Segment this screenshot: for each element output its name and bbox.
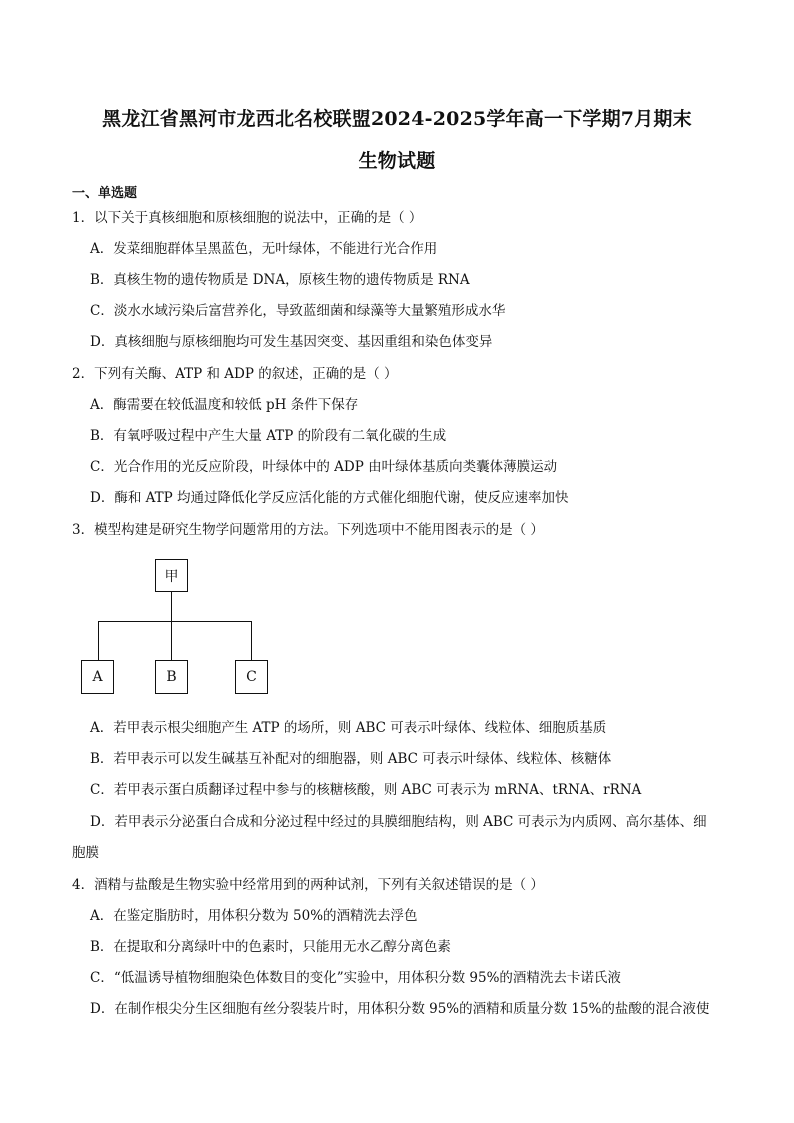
diagram-left-branch xyxy=(98,621,99,661)
question-2-option-b: B．有氧呼吸过程中产生大量 ATP 的阶段有二氧化碳的生成 xyxy=(90,428,447,444)
exam-subtitle: 生物试题 xyxy=(358,150,436,172)
question-1-option-a: A．发菜细胞群体呈黑蓝色，无叶绿体，不能进行光合作用 xyxy=(90,241,438,257)
question-4-option-c: C．“低温诱导植物细胞染色体数目的变化”实验中，用体积分数 95%的酒精洗去卡诺氏液 xyxy=(90,970,621,986)
question-4-option-a: A．在鉴定脂肪时，用体积分数为 50%的酒精洗去浮色 xyxy=(90,908,418,924)
question-3-option-b: B．若甲表示可以发生碱基互补配对的细胞器，则 ABC 可表示叶绿体、线粒体、核糖体 xyxy=(90,751,612,767)
question-2-option-a: A．酶需要在较低温度和较低 pH 条件下保存 xyxy=(90,397,359,413)
question-1-option-d: D．真核细胞与原核细胞均可发生基因突变、基因重组和染色体变异 xyxy=(90,334,493,350)
diagram-right-branch xyxy=(251,621,252,661)
question-3-stem: 3．模型构建是研究生物学问题常用的方法。下列选项中不能用图表示的是（ ） xyxy=(72,522,544,538)
question-2-stem: 2．下列有关酶、ATP 和 ADP 的叙述，正确的是（ ） xyxy=(72,366,398,382)
question-3-option-c: C．若甲表示蛋白质翻译过程中参与的核糖核酸，则 ABC 可表示为 mRNA、tRNA、rRNA xyxy=(90,782,642,798)
exam-title: 黑龙江省黑河市龙西北名校联盟2024-2025学年高一下学期7月期末 xyxy=(102,108,692,130)
question-1-option-c: C．淡水水域污染后富营养化，导致蓝细菌和绿藻等大量繁殖形成水华 xyxy=(90,303,506,319)
diagram-horizontal-line xyxy=(98,621,252,622)
question-4-option-d: D．在制作根尖分生区细胞有丝分裂装片时，用体积分数 95%的酒精和质量分数 15%的盐酸的混合液使 xyxy=(90,1001,710,1017)
diagram-stem-line xyxy=(171,592,172,622)
question-3-option-d: D．若甲表示分泌蛋白合成和分泌过程中经过的具膜细胞结构，则 ABC 可表示为内质网、高尔基体、细 xyxy=(90,814,707,830)
question-3-option-d-continuation: 胞膜 xyxy=(72,845,99,861)
question-1-option-b: B．真核生物的遗传物质是 DNA，原核生物的遗传物质是 RNA xyxy=(90,272,470,288)
question-1-stem: 1．以下关于真核细胞和原核细胞的说法中，正确的是（ ） xyxy=(72,210,423,226)
diagram-child-a: A xyxy=(81,660,114,694)
diagram-child-b: B xyxy=(155,660,188,694)
question-4-stem: 4．酒精与盐酸是生物实验中经常用到的两种试剂，下列有关叙述错误的是（ ） xyxy=(72,877,544,893)
section-heading: 一、单选题 xyxy=(72,186,138,201)
diagram-middle-branch xyxy=(171,621,172,661)
question-3-option-a: A．若甲表示根尖细胞产生 ATP 的场所，则 ABC 可表示叶绿体、线粒体、细胞质基质 xyxy=(90,720,607,736)
question-2-option-d: D．酶和 ATP 均通过降低化学反应活化能的方式催化细胞代谢，使反应速率加快 xyxy=(90,490,569,506)
diagram-root-box: 甲 xyxy=(155,559,188,592)
question-4-option-b: B．在提取和分离绿叶中的色素时，只能用无水乙醇分离色素 xyxy=(90,939,451,955)
diagram-child-c: C xyxy=(235,660,268,694)
question-2-option-c: C．光合作用的光反应阶段，叶绿体中的 ADP 由叶绿体基质向类囊体薄膜运动 xyxy=(90,459,558,475)
